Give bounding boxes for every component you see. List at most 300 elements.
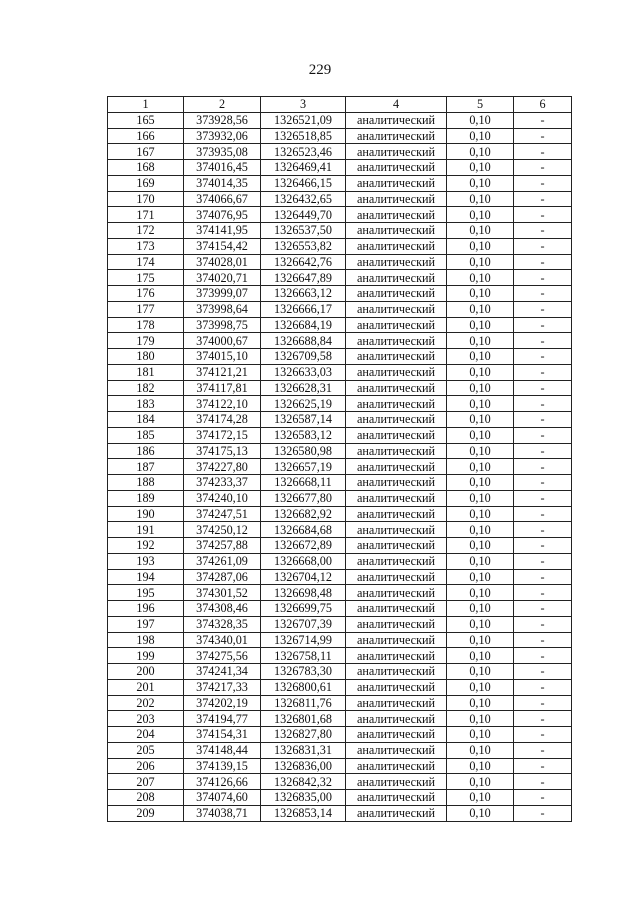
method-cell: аналитический	[346, 364, 447, 380]
table-row	[108, 144, 572, 160]
point-number-cell: 192	[108, 538, 184, 554]
x-coordinate-cell: 374028,01	[184, 254, 261, 270]
note-cell: -	[514, 160, 572, 176]
point-number-cell: 188	[108, 475, 184, 491]
note-cell: -	[514, 301, 572, 317]
table-row	[108, 711, 572, 727]
table-row	[108, 695, 572, 711]
accuracy-cell: 0,10	[447, 805, 514, 821]
method-cell: аналитический	[346, 144, 447, 160]
point-number-cell: 180	[108, 349, 184, 365]
point-number-cell: 209	[108, 805, 184, 821]
x-coordinate-cell: 373999,07	[184, 286, 261, 302]
y-coordinate-cell: 1326684,19	[261, 317, 346, 333]
x-coordinate-cell: 374139,15	[184, 758, 261, 774]
x-coordinate-cell: 374000,67	[184, 333, 261, 349]
note-cell: -	[514, 333, 572, 349]
x-coordinate-cell: 373998,75	[184, 317, 261, 333]
note-cell: -	[514, 774, 572, 790]
table-row	[108, 601, 572, 617]
point-number-cell: 168	[108, 160, 184, 176]
y-coordinate-cell: 1326587,14	[261, 412, 346, 428]
table-row	[108, 443, 572, 459]
point-number-cell: 203	[108, 711, 184, 727]
method-cell: аналитический	[346, 490, 447, 506]
accuracy-cell: 0,10	[447, 459, 514, 475]
accuracy-cell: 0,10	[447, 412, 514, 428]
accuracy-cell: 0,10	[447, 301, 514, 317]
point-number-cell: 171	[108, 207, 184, 223]
accuracy-cell: 0,10	[447, 490, 514, 506]
point-number-cell: 194	[108, 569, 184, 585]
point-number-cell: 166	[108, 128, 184, 144]
method-cell: аналитический	[346, 128, 447, 144]
x-coordinate-cell: 374240,10	[184, 490, 261, 506]
x-coordinate-cell: 374275,56	[184, 648, 261, 664]
method-cell: аналитический	[346, 459, 447, 475]
method-cell: аналитический	[346, 380, 447, 396]
y-coordinate-cell: 1326518,85	[261, 128, 346, 144]
point-number-cell: 200	[108, 664, 184, 680]
method-cell: аналитический	[346, 538, 447, 554]
table-row	[108, 112, 572, 128]
note-cell: -	[514, 286, 572, 302]
point-number-cell: 189	[108, 490, 184, 506]
note-cell: -	[514, 679, 572, 695]
note-cell: -	[514, 349, 572, 365]
y-coordinate-cell: 1326827,80	[261, 727, 346, 743]
method-cell: аналитический	[346, 349, 447, 365]
method-cell: аналитический	[346, 160, 447, 176]
point-number-cell: 172	[108, 223, 184, 239]
table-row	[108, 758, 572, 774]
note-cell: -	[514, 475, 572, 491]
method-cell: аналитический	[346, 679, 447, 695]
point-number-cell: 170	[108, 191, 184, 207]
point-number-cell: 165	[108, 112, 184, 128]
table-row	[108, 223, 572, 239]
method-cell: аналитический	[346, 301, 447, 317]
accuracy-cell: 0,10	[447, 144, 514, 160]
y-coordinate-cell: 1326657,19	[261, 459, 346, 475]
method-cell: аналитический	[346, 695, 447, 711]
method-cell: аналитический	[346, 112, 447, 128]
x-coordinate-cell: 374016,45	[184, 160, 261, 176]
y-coordinate-cell: 1326842,32	[261, 774, 346, 790]
note-cell: -	[514, 270, 572, 286]
note-cell: -	[514, 380, 572, 396]
y-coordinate-cell: 1326698,48	[261, 585, 346, 601]
accuracy-cell: 0,10	[447, 585, 514, 601]
accuracy-cell: 0,10	[447, 160, 514, 176]
x-coordinate-cell: 374257,88	[184, 538, 261, 554]
method-cell: аналитический	[346, 553, 447, 569]
table-row	[108, 349, 572, 365]
table-row	[108, 412, 572, 428]
note-cell: -	[514, 585, 572, 601]
x-coordinate-cell: 374308,46	[184, 601, 261, 617]
y-coordinate-cell: 1326684,68	[261, 522, 346, 538]
x-coordinate-cell: 374287,06	[184, 569, 261, 585]
x-coordinate-cell: 374261,09	[184, 553, 261, 569]
method-cell: аналитический	[346, 569, 447, 585]
point-number-cell: 193	[108, 553, 184, 569]
method-cell: аналитический	[346, 207, 447, 223]
table-row	[108, 475, 572, 491]
table-row	[108, 254, 572, 270]
method-cell: аналитический	[346, 238, 447, 254]
x-coordinate-cell: 374148,44	[184, 742, 261, 758]
x-coordinate-cell: 374241,34	[184, 664, 261, 680]
point-number-cell: 167	[108, 144, 184, 160]
point-number-cell: 196	[108, 601, 184, 617]
column-header: 3	[261, 97, 346, 113]
table-row	[108, 459, 572, 475]
method-cell: аналитический	[346, 742, 447, 758]
point-number-cell: 177	[108, 301, 184, 317]
accuracy-cell: 0,10	[447, 396, 514, 412]
accuracy-cell: 0,10	[447, 742, 514, 758]
point-number-cell: 199	[108, 648, 184, 664]
method-cell: аналитический	[346, 632, 447, 648]
note-cell: -	[514, 664, 572, 680]
note-cell: -	[514, 191, 572, 207]
method-cell: аналитический	[346, 790, 447, 806]
table-row	[108, 396, 572, 412]
x-coordinate-cell: 374227,80	[184, 459, 261, 475]
x-coordinate-cell: 374122,10	[184, 396, 261, 412]
table-row	[108, 805, 572, 821]
accuracy-cell: 0,10	[447, 128, 514, 144]
method-cell: аналитический	[346, 412, 447, 428]
method-cell: аналитический	[346, 522, 447, 538]
method-cell: аналитический	[346, 317, 447, 333]
note-cell: -	[514, 412, 572, 428]
y-coordinate-cell: 1326699,75	[261, 601, 346, 617]
accuracy-cell: 0,10	[447, 679, 514, 695]
y-coordinate-cell: 1326707,39	[261, 616, 346, 632]
table-row	[108, 742, 572, 758]
method-cell: аналитический	[346, 585, 447, 601]
method-cell: аналитический	[346, 727, 447, 743]
accuracy-cell: 0,10	[447, 380, 514, 396]
method-cell: аналитический	[346, 254, 447, 270]
accuracy-cell: 0,10	[447, 427, 514, 443]
accuracy-cell: 0,10	[447, 569, 514, 585]
y-coordinate-cell: 1326580,98	[261, 443, 346, 459]
note-cell: -	[514, 632, 572, 648]
x-coordinate-cell: 374194,77	[184, 711, 261, 727]
point-number-cell: 176	[108, 286, 184, 302]
accuracy-cell: 0,10	[447, 616, 514, 632]
point-number-cell: 201	[108, 679, 184, 695]
accuracy-cell: 0,10	[447, 270, 514, 286]
point-number-cell: 173	[108, 238, 184, 254]
method-cell: аналитический	[346, 648, 447, 664]
table-row	[108, 286, 572, 302]
table-row	[108, 790, 572, 806]
x-coordinate-cell: 374121,21	[184, 364, 261, 380]
note-cell: -	[514, 175, 572, 191]
accuracy-cell: 0,10	[447, 664, 514, 680]
accuracy-cell: 0,10	[447, 695, 514, 711]
x-coordinate-cell: 373928,56	[184, 112, 261, 128]
y-coordinate-cell: 1326714,99	[261, 632, 346, 648]
table-row	[108, 333, 572, 349]
y-coordinate-cell: 1326523,46	[261, 144, 346, 160]
accuracy-cell: 0,10	[447, 506, 514, 522]
y-coordinate-cell: 1326537,50	[261, 223, 346, 239]
point-number-cell: 190	[108, 506, 184, 522]
accuracy-cell: 0,10	[447, 774, 514, 790]
x-coordinate-cell: 374301,52	[184, 585, 261, 601]
method-cell: аналитический	[346, 333, 447, 349]
table-row	[108, 490, 572, 506]
method-cell: аналитический	[346, 758, 447, 774]
accuracy-cell: 0,10	[447, 349, 514, 365]
note-cell: -	[514, 569, 572, 585]
y-coordinate-cell: 1326642,76	[261, 254, 346, 270]
note-cell: -	[514, 711, 572, 727]
x-coordinate-cell: 374154,31	[184, 727, 261, 743]
table-row	[108, 317, 572, 333]
table-row	[108, 522, 572, 538]
x-coordinate-cell: 374014,35	[184, 175, 261, 191]
point-number-cell: 205	[108, 742, 184, 758]
column-header: 5	[447, 97, 514, 113]
method-cell: аналитический	[346, 191, 447, 207]
note-cell: -	[514, 538, 572, 554]
point-number-cell: 181	[108, 364, 184, 380]
y-coordinate-cell: 1326672,89	[261, 538, 346, 554]
y-coordinate-cell: 1326633,03	[261, 364, 346, 380]
table-row	[108, 191, 572, 207]
y-coordinate-cell: 1326449,70	[261, 207, 346, 223]
y-coordinate-cell: 1326666,17	[261, 301, 346, 317]
table-row	[108, 632, 572, 648]
table-body	[108, 112, 572, 821]
method-cell: аналитический	[346, 270, 447, 286]
x-coordinate-cell: 374217,33	[184, 679, 261, 695]
x-coordinate-cell: 374126,66	[184, 774, 261, 790]
accuracy-cell: 0,10	[447, 475, 514, 491]
note-cell: -	[514, 364, 572, 380]
note-cell: -	[514, 790, 572, 806]
point-number-cell: 184	[108, 412, 184, 428]
note-cell: -	[514, 238, 572, 254]
table-row	[108, 585, 572, 601]
note-cell: -	[514, 758, 572, 774]
point-number-cell: 185	[108, 427, 184, 443]
x-coordinate-cell: 374172,15	[184, 427, 261, 443]
table-row	[108, 175, 572, 191]
method-cell: аналитический	[346, 616, 447, 632]
point-number-cell: 187	[108, 459, 184, 475]
method-cell: аналитический	[346, 286, 447, 302]
y-coordinate-cell: 1326677,80	[261, 490, 346, 506]
x-coordinate-cell: 374020,71	[184, 270, 261, 286]
point-number-cell: 197	[108, 616, 184, 632]
table-row	[108, 160, 572, 176]
column-header: 2	[184, 97, 261, 113]
method-cell: аналитический	[346, 774, 447, 790]
method-cell: аналитический	[346, 223, 447, 239]
note-cell: -	[514, 396, 572, 412]
note-cell: -	[514, 317, 572, 333]
note-cell: -	[514, 742, 572, 758]
x-coordinate-cell: 374202,19	[184, 695, 261, 711]
column-header: 1	[108, 97, 184, 113]
note-cell: -	[514, 128, 572, 144]
accuracy-cell: 0,10	[447, 191, 514, 207]
table-row	[108, 207, 572, 223]
point-number-cell: 179	[108, 333, 184, 349]
y-coordinate-cell: 1326625,19	[261, 396, 346, 412]
note-cell: -	[514, 805, 572, 821]
note-cell: -	[514, 207, 572, 223]
x-coordinate-cell: 374154,42	[184, 238, 261, 254]
y-coordinate-cell: 1326521,09	[261, 112, 346, 128]
point-number-cell: 198	[108, 632, 184, 648]
note-cell: -	[514, 112, 572, 128]
y-coordinate-cell: 1326836,00	[261, 758, 346, 774]
coordinates-table	[107, 96, 572, 822]
x-coordinate-cell: 374066,67	[184, 191, 261, 207]
point-number-cell: 204	[108, 727, 184, 743]
y-coordinate-cell: 1326709,58	[261, 349, 346, 365]
point-number-cell: 174	[108, 254, 184, 270]
x-coordinate-cell: 374233,37	[184, 475, 261, 491]
method-cell: аналитический	[346, 664, 447, 680]
x-coordinate-cell: 374015,10	[184, 349, 261, 365]
x-coordinate-cell: 373935,08	[184, 144, 261, 160]
x-coordinate-cell: 374174,28	[184, 412, 261, 428]
x-coordinate-cell: 374038,71	[184, 805, 261, 821]
y-coordinate-cell: 1326668,11	[261, 475, 346, 491]
column-header: 4	[346, 97, 447, 113]
y-coordinate-cell: 1326663,12	[261, 286, 346, 302]
accuracy-cell: 0,10	[447, 648, 514, 664]
point-number-cell: 178	[108, 317, 184, 333]
accuracy-cell: 0,10	[447, 207, 514, 223]
accuracy-cell: 0,10	[447, 522, 514, 538]
y-coordinate-cell: 1326688,84	[261, 333, 346, 349]
table-row	[108, 679, 572, 695]
point-number-cell: 195	[108, 585, 184, 601]
table-row	[108, 569, 572, 585]
y-coordinate-cell: 1326853,14	[261, 805, 346, 821]
page-number: 229	[308, 62, 332, 78]
method-cell: аналитический	[346, 443, 447, 459]
x-coordinate-cell: 374247,51	[184, 506, 261, 522]
note-cell: -	[514, 616, 572, 632]
point-number-cell: 207	[108, 774, 184, 790]
y-coordinate-cell: 1326704,12	[261, 569, 346, 585]
method-cell: аналитический	[346, 396, 447, 412]
table-row	[108, 301, 572, 317]
note-cell: -	[514, 427, 572, 443]
table-row	[108, 364, 572, 380]
table-row	[108, 427, 572, 443]
table-row	[108, 380, 572, 396]
method-cell: аналитический	[346, 711, 447, 727]
accuracy-cell: 0,10	[447, 364, 514, 380]
y-coordinate-cell: 1326466,15	[261, 175, 346, 191]
point-number-cell: 183	[108, 396, 184, 412]
table-row	[108, 664, 572, 680]
note-cell: -	[514, 443, 572, 459]
accuracy-cell: 0,10	[447, 317, 514, 333]
note-cell: -	[514, 144, 572, 160]
accuracy-cell: 0,10	[447, 238, 514, 254]
accuracy-cell: 0,10	[447, 254, 514, 270]
y-coordinate-cell: 1326783,30	[261, 664, 346, 680]
note-cell: -	[514, 695, 572, 711]
point-number-cell: 175	[108, 270, 184, 286]
y-coordinate-cell: 1326668,00	[261, 553, 346, 569]
accuracy-cell: 0,10	[447, 601, 514, 617]
point-number-cell: 202	[108, 695, 184, 711]
method-cell: аналитический	[346, 506, 447, 522]
table-row	[108, 553, 572, 569]
x-coordinate-cell: 374340,01	[184, 632, 261, 648]
column-header: 6	[514, 97, 572, 113]
method-cell: аналитический	[346, 427, 447, 443]
method-cell: аналитический	[346, 805, 447, 821]
x-coordinate-cell: 374175,13	[184, 443, 261, 459]
table-row	[108, 270, 572, 286]
method-cell: аналитический	[346, 475, 447, 491]
table-row	[108, 727, 572, 743]
note-cell: -	[514, 648, 572, 664]
x-coordinate-cell: 374141,95	[184, 223, 261, 239]
point-number-cell: 206	[108, 758, 184, 774]
table-row	[108, 774, 572, 790]
table-row	[108, 616, 572, 632]
note-cell: -	[514, 506, 572, 522]
accuracy-cell: 0,10	[447, 112, 514, 128]
y-coordinate-cell: 1326628,31	[261, 380, 346, 396]
point-number-cell: 169	[108, 175, 184, 191]
x-coordinate-cell: 374250,12	[184, 522, 261, 538]
note-cell: -	[514, 601, 572, 617]
accuracy-cell: 0,10	[447, 175, 514, 191]
y-coordinate-cell: 1326647,89	[261, 270, 346, 286]
accuracy-cell: 0,10	[447, 727, 514, 743]
note-cell: -	[514, 522, 572, 538]
y-coordinate-cell: 1326432,65	[261, 191, 346, 207]
accuracy-cell: 0,10	[447, 443, 514, 459]
note-cell: -	[514, 223, 572, 239]
table-row	[108, 128, 572, 144]
accuracy-cell: 0,10	[447, 333, 514, 349]
y-coordinate-cell: 1326800,61	[261, 679, 346, 695]
accuracy-cell: 0,10	[447, 632, 514, 648]
y-coordinate-cell: 1326469,41	[261, 160, 346, 176]
table-header-row	[108, 97, 572, 113]
note-cell: -	[514, 553, 572, 569]
point-number-cell: 208	[108, 790, 184, 806]
x-coordinate-cell: 373932,06	[184, 128, 261, 144]
accuracy-cell: 0,10	[447, 758, 514, 774]
y-coordinate-cell: 1326811,76	[261, 695, 346, 711]
method-cell: аналитический	[346, 601, 447, 617]
method-cell: аналитический	[346, 175, 447, 191]
y-coordinate-cell: 1326758,11	[261, 648, 346, 664]
x-coordinate-cell: 374074,60	[184, 790, 261, 806]
y-coordinate-cell: 1326583,12	[261, 427, 346, 443]
accuracy-cell: 0,10	[447, 711, 514, 727]
